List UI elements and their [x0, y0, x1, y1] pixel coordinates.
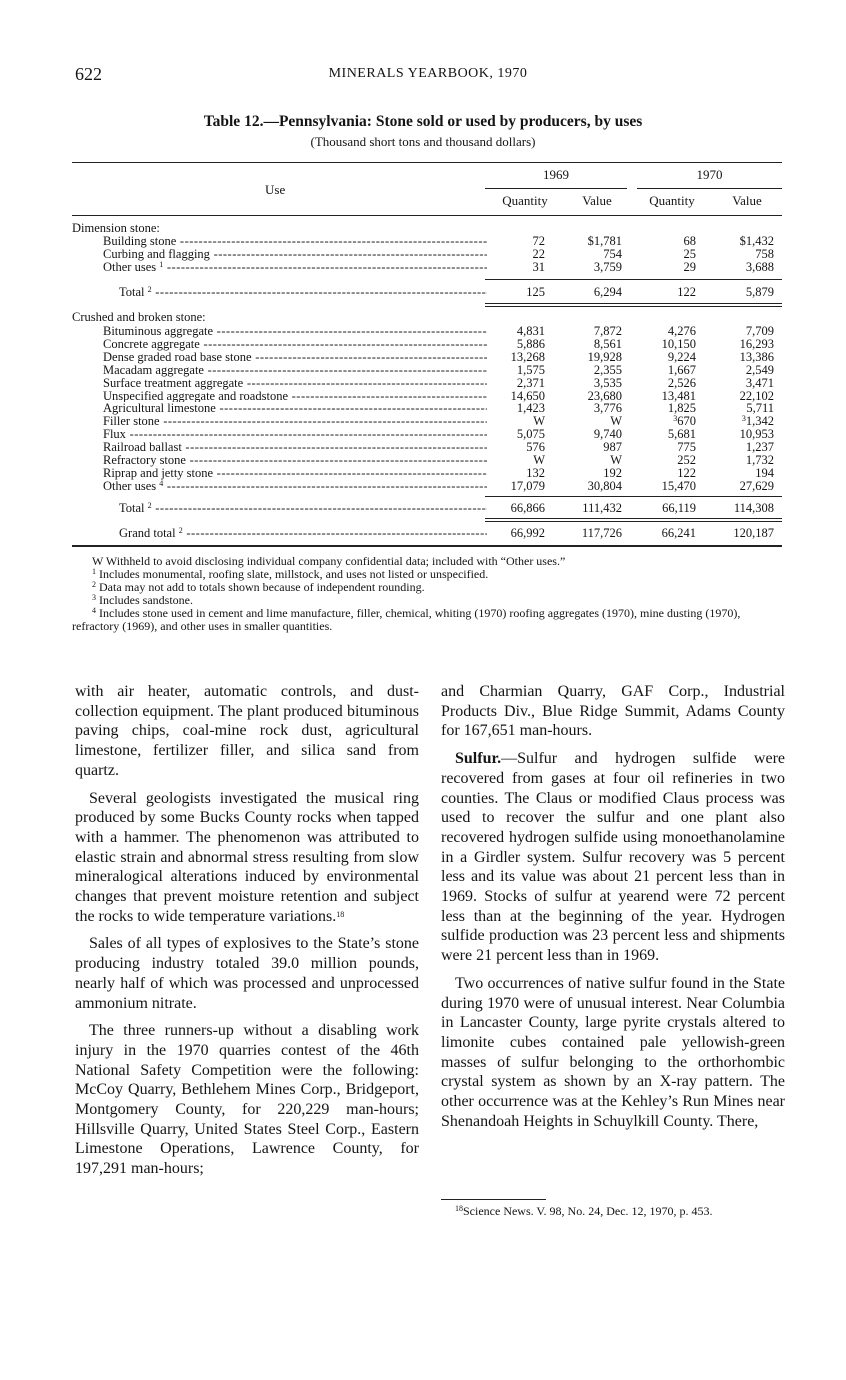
cell-value-1970: 5,879 — [745, 285, 774, 299]
cell-quantity-1969: W — [533, 414, 545, 429]
table-bottom-rule — [72, 545, 782, 547]
cell-quantity-1969: 31 — [532, 260, 545, 274]
cell-quantity-1969: 14,650 — [510, 388, 545, 403]
cell-value-1970: 194 — [755, 465, 774, 480]
total-rule-a — [485, 303, 782, 304]
col-header-1970: 1970 — [696, 167, 723, 182]
cell-value-1969: 6,294 — [593, 285, 622, 299]
cell-quantity-1970: 66,119 — [662, 501, 696, 515]
cell-quantity-1969: 72 — [532, 234, 545, 248]
paragraph: Several geologists investigated the musical ring produced by some Bucks County rocks when tapped with a hammer. The phenomenon was attributed to elastic strain and abnormal stress resulting from slow mineralogical alterations induced by environmental changes that prevent moisture retention and subject the rocks to wide temperature variations.$^{18}$ — [75, 789, 419, 925]
cell-value-1969: 192 — [603, 465, 622, 480]
cell-value-1970: 27,629 — [739, 478, 774, 493]
cell-value-1969: 754 — [603, 247, 622, 261]
col-header-quantity-1970: Quantity — [649, 193, 695, 208]
note-3: $^3$ Includes sandstone. — [92, 593, 193, 607]
cell-value-1970: 10,953 — [739, 427, 774, 442]
cell-quantity-1969: W — [533, 453, 545, 467]
cell-quantity-1970: 122 — [677, 285, 696, 299]
total-rule-a — [485, 518, 782, 519]
cell-value-1969: 111,432 — [582, 501, 622, 515]
paragraph: and Charmian Quarry, GAF Corp., Industrial Products Div., Blue Ridge Summit, Adams County for 167,651 man-hours. — [441, 683, 785, 740]
cell-value-1970: $1,432 — [739, 234, 774, 248]
row-label: Railroad ballast ----- — [72, 441, 487, 454]
cell-value-1969: 30,804 — [587, 478, 622, 493]
cell-quantity-1970: 9,224 — [667, 349, 696, 364]
cell-value-1970: 1,732 — [745, 453, 774, 467]
note-w: W Withheld to avoid disclosing individual company confidential data; included with “Other uses.” — [92, 554, 566, 568]
cell-quantity-1970: 5,681 — [667, 427, 696, 442]
row-label: Agricultural limestone ----- — [72, 402, 487, 415]
table-subtitle: (Thousand short tons and thousand dollars) — [310, 134, 536, 149]
cell-value-1970: 3,471 — [745, 375, 774, 390]
cell-value-1969: 7,872 — [593, 324, 622, 338]
row-label: Macadam aggregate ----- — [72, 364, 487, 377]
note-2: $^2$ Data may not add to totals shown because of independent rounding. — [92, 580, 425, 594]
cell-value-1970: 7,709 — [745, 324, 774, 338]
row-label: Total $^2$ ----- — [72, 286, 487, 299]
footnote-rule — [441, 1199, 546, 1200]
cell-quantity-1970: 25 — [683, 247, 696, 261]
row-label: Grand total $^2$ ----- — [72, 527, 487, 540]
rule-1969 — [485, 188, 627, 189]
total-rule-b — [485, 306, 782, 307]
cell-value-1970: $^3$1,342 — [741, 414, 774, 429]
cell-quantity-1969: 2,371 — [516, 375, 545, 390]
row-label: Total $^2$ ----- — [72, 502, 487, 515]
paragraph: Sulfur.—Sulfur and hydrogen sulfide were recovered from gases at four oil refineries in two counties. The Claus or modified Claus process was used to recover the sulfur and one plant also recovered hydrogen sulfide using monoethanolamine in a Girdler system. Sulfur recovery was 5 percent less and its value was about 21 percent less than in 1969. Stocks of sulfur at yearend were 72 percent less than at the beginning of the year. Hydrogen sulfide production was 23 percent less and shipments were 21 percent less than in 1969. — [441, 750, 785, 965]
cell-quantity-1970: 29 — [683, 260, 696, 274]
cell-quantity-1969: 132 — [526, 465, 545, 480]
col-header-value-1969: Value — [582, 193, 612, 208]
row-label: Surface treatment aggregate ----- — [72, 377, 487, 390]
col-header-1969: 1969 — [543, 167, 569, 182]
col-header-use: Use — [265, 182, 286, 197]
footnote: $^{18}$Science News. V. 98, No. 24, Dec. 12, 1970, p. 453. — [455, 1204, 713, 1218]
row-label: Curbing and flagging ----- — [72, 248, 487, 261]
cell-quantity-1969: 66,866 — [510, 501, 545, 515]
row-label: Other uses $^1$ ----- — [72, 261, 487, 274]
cell-value-1970: 120,187 — [733, 526, 774, 540]
cell-quantity-1970: 122 — [677, 465, 696, 480]
col-header-value-1970: Value — [732, 193, 762, 208]
cell-value-1969: 117,726 — [581, 526, 622, 540]
subtotal-rule — [485, 279, 782, 280]
cell-quantity-1970: $^3$670 — [673, 414, 696, 429]
cell-quantity-1969: 576 — [526, 440, 545, 455]
cell-quantity-1970: 1,825 — [667, 401, 696, 416]
row-label: Refractory stone ----- — [72, 454, 487, 467]
cell-quantity-1970: 2,526 — [667, 375, 696, 390]
cell-value-1970: 758 — [755, 247, 774, 261]
row-label: Other uses $^4$ ----- — [72, 480, 487, 493]
cell-quantity-1969: 1,423 — [516, 401, 545, 416]
row-label: Concrete aggregate ----- — [72, 338, 487, 351]
cell-value-1970: 1,237 — [745, 440, 774, 455]
cell-quantity-1969: 13,268 — [510, 349, 545, 364]
running-title: MINERALS YEARBOOK, 1970 — [328, 66, 528, 81]
cell-value-1970: 13,386 — [739, 349, 774, 364]
row-label: Building stone ----- — [72, 235, 487, 248]
cell-quantity-1970: 1,667 — [667, 362, 696, 377]
subtotal-rule — [485, 496, 782, 497]
cell-value-1970: 5,711 — [746, 401, 774, 416]
section-heading-crushed: Crushed and broken stone: — [72, 310, 206, 324]
right-column — [441, 682, 785, 1139]
cell-value-1969: 987 — [603, 440, 622, 455]
paragraph: Two occurrences of native sulfur found in the State during 1970 were of unusual interest. Near Columbia in Lancaster County, large pyrite crystals altered to limonite cubes contained pale yellowish-green masses of sulfur belonging to the orthorhombic crystal system as shown by an X-ray pattern. The other occurrence was at the Kehley’s Run Mines near Shenandoah Heights in Schuylkill County. There, — [441, 974, 785, 1130]
cell-quantity-1969: 5,075 — [516, 427, 545, 442]
row-label: Dense graded road base stone ----- — [72, 351, 487, 364]
note-1: $^1$ Includes monumental, roofing slate, millstock, and uses not listed or unspecified. — [92, 567, 489, 581]
cell-quantity-1969: 66,992 — [510, 526, 545, 540]
section-heading-sulfur: Sulfur. — [455, 750, 502, 768]
table-title: Table 12.—Pennsylvania: Stone sold or used by producers, by uses — [203, 113, 643, 130]
paragraph: Sales of all types of explosives to the State’s stone producing industry totaled 39.0 million pounds, nearly half of which was processed and unprocessed ammonium nitrate. — [75, 935, 419, 1012]
cell-value-1969: 23,680 — [587, 388, 622, 403]
row-label: Flux ----- — [72, 428, 487, 441]
cell-quantity-1970: 4,276 — [667, 324, 696, 338]
cell-quantity-1970: 775 — [677, 440, 696, 455]
cell-quantity-1970: 10,150 — [661, 336, 696, 351]
cell-value-1970: 22,102 — [739, 388, 774, 403]
row-label: Riprap and jetty stone ----- — [72, 467, 487, 480]
rule-1970 — [637, 188, 782, 189]
cell-quantity-1969: 125 — [526, 285, 545, 299]
page-header — [75, 64, 781, 88]
cell-value-1969: 3,535 — [593, 375, 622, 390]
cell-quantity-1970: 68 — [683, 234, 696, 248]
cell-quantity-1969: 4,831 — [516, 324, 545, 338]
table-notes — [72, 555, 784, 633]
cell-quantity-1969: 5,886 — [516, 336, 545, 351]
cell-value-1969: 3,759 — [593, 260, 622, 274]
stone-uses-table — [72, 162, 782, 547]
paragraph: The three runners-up without a disabling work injury in the 1970 quarries contest of the 46th National Safety Competition were the following: McCoy Quarry, Bethlehem Mines Corp., Bridgeport, Montgomery County, for 220,229 man-hours; Hillsville Quarry, United States Steel Corp., Eastern Limestone Operations, Lawrence County, for 197,291 man-hours; — [75, 1022, 419, 1178]
cell-quantity-1970: 13,481 — [661, 388, 696, 403]
col-header-quantity-1969: Quantity — [502, 193, 548, 208]
cell-value-1969: W — [610, 453, 622, 467]
paragraph: with air heater, automatic controls, and dust-collection equipment. The plant produced bituminous paving chips, coal-mine rock dust, agricultural limestone, fertilizer filler, and silica sand from quartz. — [75, 683, 419, 779]
cell-quantity-1970: 66,241 — [661, 526, 696, 540]
total-rule-b — [485, 521, 782, 522]
cell-quantity-1970: 252 — [677, 453, 696, 467]
row-label: Bituminous aggregate ----- — [72, 325, 487, 338]
cell-quantity-1969: 1,575 — [516, 362, 545, 377]
cell-value-1969: 9,740 — [593, 427, 622, 442]
cell-quantity-1969: 22 — [532, 247, 545, 261]
cell-value-1969: 19,928 — [587, 349, 622, 364]
cell-value-1970: 16,293 — [739, 336, 774, 351]
cell-value-1970: 2,549 — [745, 362, 774, 377]
section-heading-dimension: Dimension stone: — [72, 221, 160, 235]
note-4: $^4$ Includes stone used in cement and lime manufacture, filler, chemical, whiting (1970) roofing aggregates (1970), mine dusting (1970), refractory (1969), and other uses in smaller quantities. — [72, 606, 741, 633]
cell-quantity-1969: 17,079 — [510, 478, 545, 493]
page-number: 622 — [75, 64, 102, 84]
cell-value-1970: 3,688 — [745, 260, 774, 274]
cell-value-1969: 2,355 — [593, 362, 622, 377]
left-column — [75, 682, 419, 1187]
cell-value-1970: 114,308 — [733, 501, 774, 515]
cell-value-1969: $1,781 — [587, 234, 622, 248]
header-bottom-rule — [72, 215, 782, 216]
cell-value-1969: W — [610, 414, 622, 429]
cell-quantity-1970: 15,470 — [661, 478, 696, 493]
cell-value-1969: 8,561 — [593, 336, 622, 351]
table-top-rule — [72, 162, 782, 163]
row-label: Unspecified aggregate and roadstone ----- — [72, 390, 487, 403]
row-label: Filler stone ----- — [72, 415, 487, 428]
cell-value-1969: 3,776 — [593, 401, 622, 416]
